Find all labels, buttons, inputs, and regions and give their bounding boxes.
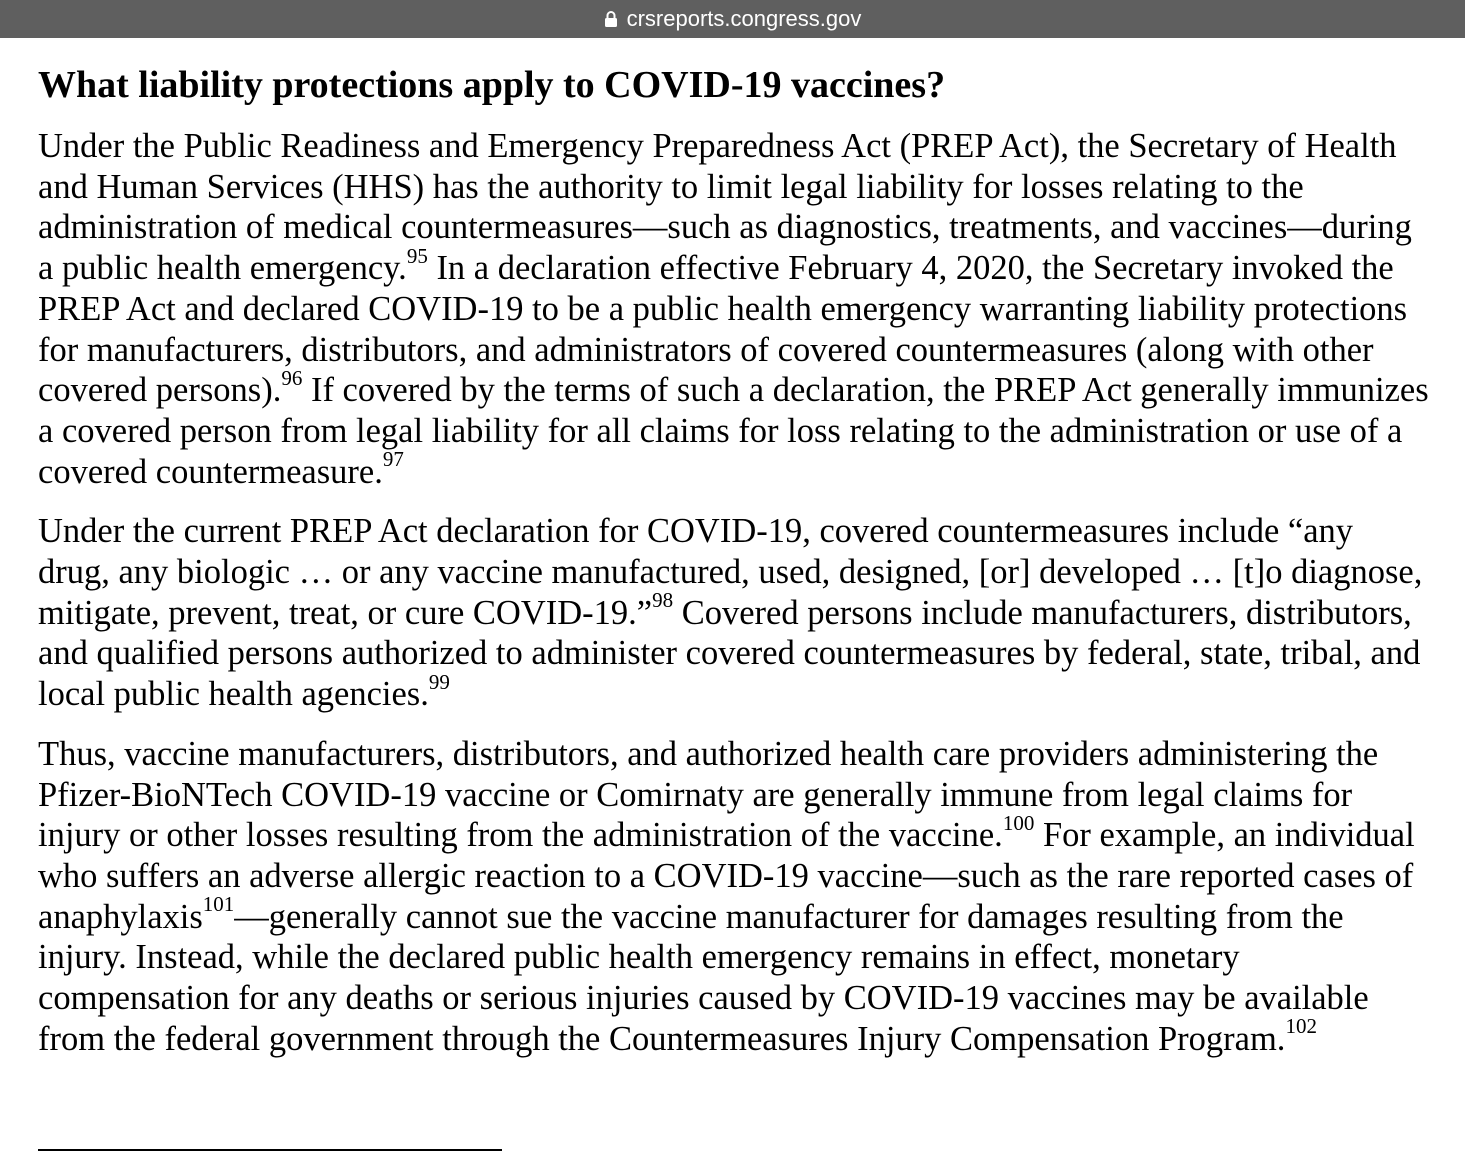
paragraph-prep-act [38,126,1433,492]
browser-address-bar[interactable] [0,0,1465,38]
paragraph-text: For example, an individual who suffers an adverse allergic reaction to a COVID-19 vaccine—such as the rare reported cases of anaphylaxis [38,816,1415,936]
paragraph-text: If covered by the terms of such a declaration, the PREP Act generally immunizes a covered person from legal liability for all claims for loss relating to the administration or use of a covered countermeasure. [38,371,1429,491]
article-heading: What liability protections apply to COVID-19 vaccines? [38,64,946,106]
footnote-divider [38,1149,502,1151]
footnote-ref[interactable]: 97 [382,447,404,472]
paragraph-immunity [38,734,1433,1060]
footnote-ref[interactable]: 99 [428,669,450,694]
paragraph-text: In a declaration effective February 4, 2020, the Secretary invoked the PREP Act and declared COVID-19 to be a public health emergency warranting liability protections for manufacturers, distributors, and administrators of covered countermeasures (along with other covered persons). [38,249,1408,410]
paragraph-covered-countermeasures [38,511,1433,715]
footnote-ref[interactable]: 95 [406,243,428,268]
footnote-ref[interactable]: 101 [202,892,235,917]
paragraph-text: Thus, vaccine manufacturers, distributors, and authorized health care providers administering the Pfizer-BioNTech COVID-19 vaccine or Comirnaty are generally immune from legal claims for injury or other losses resulting from the administration of the vaccine. [38,734,1379,855]
article [38,58,1433,1078]
paragraph-text: —generally cannot sue the vaccine manufacturer for damages resulting from the injury. Instead, while the declared public health emergency remains in effect, monetary compensation for any deaths or serious injuries caused by COVID-19 vaccines may be available from the federal government through the Countermeasures Injury Compensation Program. [38,897,1369,1058]
lock-icon [604,11,618,27]
url-text: crsreports.congress.gov [626,6,862,31]
footnote-ref[interactable]: 98 [652,588,674,613]
footnote-ref[interactable]: 96 [281,365,303,390]
footnote-ref[interactable]: 100 [1002,810,1035,835]
paragraph-text: Under the Public Readiness and Emergency Preparedness Act (PREP Act), the Secretary of Health and Human Services (HHS) has the authority to limit legal liability for losses relating to the administration of medical countermeasures—such as diagnostics, treatments, and vaccines—during a public health emergency. [38,127,1412,288]
paragraph-text: Covered persons include manufacturers, distributors, and qualified persons authorized to administer covered countermeasures by federal, state, tribal, and local public health agencies. [38,593,1421,714]
footnote-ref[interactable]: 102 [1285,1014,1317,1039]
paragraph-text: Under the current PREP Act declaration for COVID-19, covered countermeasures include “any drug, any biologic … or any vaccine manufactured, used, designed, [or] developed … [t]o diagnose, mitigate, prevent, treat, or cure COVID-19.” [38,512,1423,632]
